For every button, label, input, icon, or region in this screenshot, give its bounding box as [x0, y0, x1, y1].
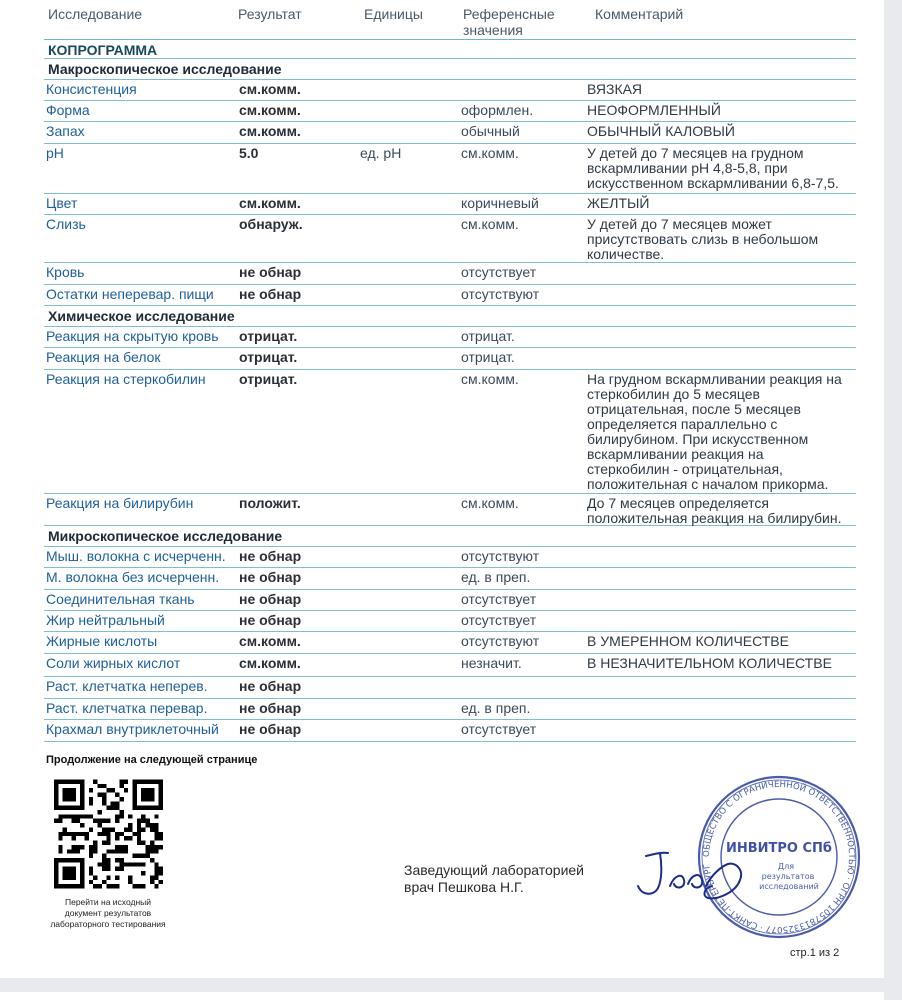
qr-caption-line2: документ результатов [64, 908, 152, 918]
qr-code[interactable] [54, 778, 163, 890]
test-result: не обнар [239, 700, 302, 716]
test-result: отрицат. [239, 371, 298, 387]
test-comment-line: количестве. [587, 246, 665, 262]
test-result: отрицат. [239, 328, 298, 344]
table-row [44, 632, 856, 654]
signer-name: врач Пешкова Н.Г. [404, 879, 524, 895]
test-reference: обычный [461, 123, 520, 139]
test-result: обнаруж. [239, 216, 303, 232]
header-reference [463, 6, 555, 38]
test-name: Соли жирных кислот [46, 655, 181, 671]
test-name: Жир нейтральный [46, 612, 165, 628]
test-result: не обнар [239, 678, 302, 694]
test-name: Жирные кислоты [46, 633, 158, 649]
test-comment [587, 124, 857, 139]
table-row [44, 215, 856, 263]
test-comment-line: До 7 месяцев определяется [587, 495, 769, 511]
next-page-edge [0, 992, 884, 1000]
test-comment [587, 82, 857, 97]
test-comment-line: ОБЫЧНЫЙ КАЛОВЫЙ [587, 123, 735, 139]
section-coprogram-title: КОПРОГРАММА [48, 42, 158, 58]
test-comment [587, 496, 857, 526]
test-comment-line: В УМЕРЕННОМ КОЛИЧЕСТВЕ [587, 633, 789, 649]
test-name: М. волокна без исчерченн. [46, 569, 220, 585]
test-reference: отсутствует [461, 264, 537, 280]
test-comment-line: НЕОФОРМЛЕННЫЙ [587, 102, 721, 118]
signature [632, 846, 762, 906]
table-row [44, 699, 856, 720]
test-name: Остатки неперевар. пищи [46, 286, 214, 302]
section-coprogram [44, 40, 856, 59]
test-reference: коричневый [461, 195, 539, 211]
table-row [44, 568, 856, 590]
test-result: см.комм. [239, 633, 301, 649]
section-macro [44, 59, 856, 80]
test-result: не обнар [239, 286, 302, 302]
test-name: Реакция на билирубин [46, 495, 194, 511]
test-name: Соединительная ткань [46, 591, 195, 607]
test-comment-line: ВЯЗКАЯ [587, 81, 643, 97]
test-reference: отсутствуют [461, 633, 540, 649]
test-result: отрицат. [239, 349, 298, 365]
test-name: Форма [46, 102, 90, 118]
test-comment-line: стеркобилин до 5 месяцев [587, 386, 760, 402]
test-comment-line: вскармливании pH 4,8-5,8, при [587, 160, 788, 176]
section-macro-title: Макроскопическое исследование [48, 61, 282, 77]
test-reference: см.комм. [461, 371, 519, 387]
test-comment-line: стеркобилин - отрицательная, [587, 461, 783, 477]
test-comment-line: билирубином. При искусственном [587, 431, 809, 447]
header-units: Единицы [364, 6, 423, 22]
test-name: Реакция на скрытую кровь [46, 328, 219, 344]
header-comment: Комментарий [595, 6, 684, 22]
table-row [44, 122, 856, 144]
test-result: 5.0 [239, 145, 259, 161]
test-result: не обнар [239, 569, 302, 585]
table-row [44, 327, 856, 348]
test-reference: см.комм. [461, 145, 519, 161]
test-comment [587, 146, 857, 191]
signer-block [404, 862, 584, 896]
test-comment-line: В НЕЗНАЧИТЕЛЬНОМ КОЛИЧЕСТВЕ [587, 655, 832, 671]
test-comment-line: положительная с началом прикорма. [587, 476, 829, 492]
test-name: Раст. клетчатка перевар. [46, 700, 208, 716]
table-row [44, 720, 856, 742]
test-name: Слизь [46, 216, 86, 232]
test-result: не обнар [239, 591, 302, 607]
continued-note: Продолжение на следующей странице [46, 754, 258, 766]
test-name: Консистенция [46, 81, 137, 97]
page-number: стр.1 из 2 [790, 947, 840, 959]
test-reference: см.комм. [461, 495, 519, 511]
header-reference-line1: Референсные [463, 6, 555, 22]
test-reference: отрицат. [461, 349, 515, 365]
test-result: см.комм. [239, 655, 301, 671]
test-reference: см.комм. [461, 216, 519, 232]
stamp-sub-1: Для [777, 862, 795, 871]
test-name: Раст. клетчатка неперев. [46, 678, 208, 694]
test-reference: незначит. [461, 655, 522, 671]
test-unit: ед. pH [360, 145, 402, 161]
test-name: Реакция на белок [46, 349, 161, 365]
test-comment [587, 656, 857, 671]
stamp-title: ИНВИТРО СПб [725, 841, 833, 856]
table-row [44, 494, 856, 526]
section-chem-title: Химическое исследование [48, 308, 235, 324]
qr-caption [40, 897, 176, 930]
table-row [44, 285, 856, 306]
header-reference-line2: значения [463, 22, 523, 38]
test-result: не обнар [239, 612, 302, 628]
qr-caption-line1: Перейти на исходный [64, 897, 152, 907]
test-name: Реакция на стеркобилин [46, 371, 206, 387]
test-reference: отсутствуют [461, 548, 540, 564]
test-reference: оформлен. [461, 102, 534, 118]
signer-title: Заведующий лабораторией [404, 862, 584, 878]
test-name: Мыш. волокна с исчерченн. [46, 548, 226, 564]
test-result: см.комм. [239, 102, 301, 118]
table-row [44, 80, 856, 101]
test-comment-line: ЖЕЛТЫЙ [587, 195, 650, 211]
test-result: см.комм. [239, 81, 301, 97]
test-name: pH [46, 145, 64, 161]
test-reference: отсутствует [461, 721, 537, 737]
test-comment [587, 372, 857, 492]
test-name: Цвет [46, 195, 78, 211]
test-comment [587, 217, 857, 262]
test-comment-line: искусственном вскармливании 6,8-7,5. [587, 175, 839, 191]
test-comment-line: На грудном вскармливании реакция на [587, 371, 842, 387]
table-row [44, 144, 856, 194]
test-result: положит. [239, 495, 301, 511]
stamp-sub-2: результатов [761, 872, 815, 881]
test-result: см.комм. [239, 195, 301, 211]
test-comment [587, 634, 857, 649]
test-comment-line: определяется параллельно с [587, 416, 778, 432]
test-comment-line: отрицательная, после 5 месяцев [587, 401, 801, 417]
test-reference: ед. в преп. [461, 700, 531, 716]
header-test: Исследование [48, 6, 143, 22]
test-reference: отсутствуют [461, 286, 540, 302]
test-name: Крахмал внутриклеточный [46, 721, 219, 737]
table-row [44, 677, 856, 699]
test-reference: отсутствует [461, 591, 537, 607]
table-row [44, 370, 856, 494]
test-comment-line: У детей до 7 месяцев на грудном [587, 145, 804, 161]
test-reference: отсутствует [461, 612, 537, 628]
test-comment [587, 103, 857, 118]
test-reference: отрицат. [461, 328, 515, 344]
test-name: Запах [46, 123, 85, 139]
test-comment-line: присутствовать слизь в небольшом [587, 231, 819, 247]
table-row [44, 263, 856, 285]
test-comment-line: вскармливании реакция на [587, 446, 764, 462]
table-row [44, 590, 856, 611]
test-reference: ед. в преп. [461, 569, 531, 585]
stamp-outer-text: ОБЩЕСТВО С ОГРАНИЧЕННОЙ ОТВЕТСТВЕННОСТЬЮ · ОГРН 1057813325077 · САНКТ-ПЕТЕРБУРГ [701, 779, 857, 935]
test-result: не обнар [239, 721, 302, 737]
section-micro-title: Микроскопическое исследование [48, 528, 283, 544]
test-name: Кровь [46, 264, 85, 280]
table-row [44, 654, 856, 677]
table-row [44, 611, 856, 632]
section-chem [44, 306, 856, 327]
table-row [44, 194, 856, 215]
test-comment-line: положительная реакция на билирубин. [587, 510, 842, 526]
table-row [44, 348, 856, 370]
table-row [44, 101, 856, 122]
test-comment [587, 196, 857, 211]
header-result: Результат [238, 6, 302, 22]
test-result: не обнар [239, 548, 302, 564]
table-row [44, 547, 856, 568]
section-micro [44, 526, 856, 547]
test-result: не обнар [239, 264, 302, 280]
test-result: см.комм. [239, 123, 301, 139]
test-comment-line: У детей до 7 месяцев может [587, 216, 772, 232]
qr-caption-line3: лабораторного тестирования [50, 919, 166, 929]
stamp-sub-3: исследований [759, 882, 819, 891]
